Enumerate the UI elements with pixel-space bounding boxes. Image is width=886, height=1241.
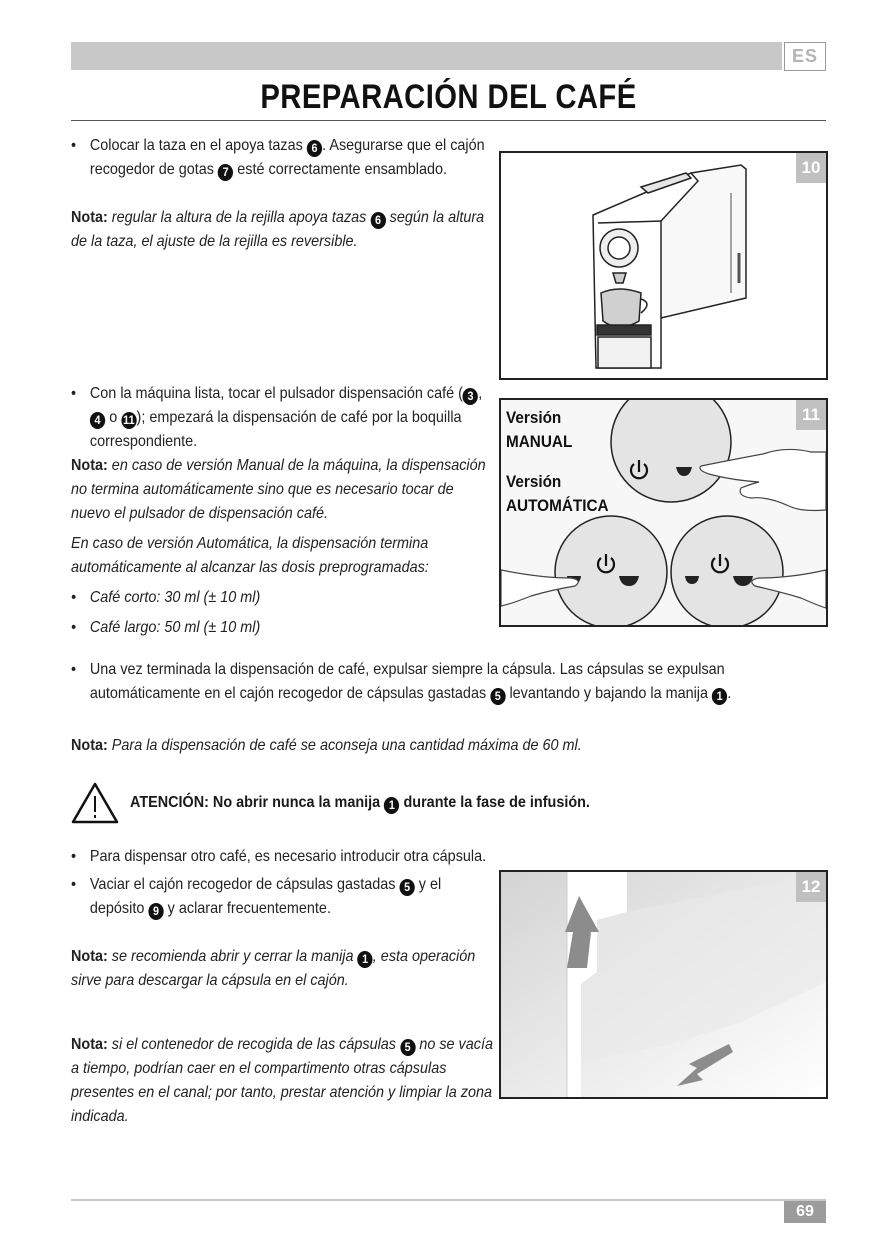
page-title: PREPARACIÓN DEL CAFÉ bbox=[260, 78, 637, 116]
manual-version-label: Versión MANUAL bbox=[506, 408, 573, 451]
language-badge: ES bbox=[784, 42, 826, 71]
note-manual-version: Nota: en caso de versión Manual de la máquina, la dispensación no termina automáticamente sino que es necesario tocar de nuevo el pulsador de dispensación café. bbox=[71, 457, 486, 522]
figure-10 bbox=[499, 151, 828, 380]
ref-number: 4 bbox=[90, 412, 105, 429]
ref-number: 5 bbox=[490, 688, 505, 705]
figure-11 bbox=[499, 398, 828, 627]
section-1 bbox=[71, 134, 541, 254]
ref-number: 9 bbox=[148, 903, 163, 920]
capsule-drawer-illustration bbox=[501, 872, 826, 1097]
ref-number: 1 bbox=[358, 951, 373, 968]
page-number: 69 bbox=[784, 1201, 826, 1223]
note-lever: Nota: se recomienda abrir y cerrar la manija 1 , esta operación sirve para descargar la cápsula en el cajón. bbox=[71, 948, 476, 989]
footer-divider bbox=[71, 1199, 826, 1201]
section-3 bbox=[71, 658, 851, 758]
bullet-eject-capsule: • Una vez terminada la dispensación de café, expulsar siempre la cápsula. Las cápsulas se expulsan automáticamente en el cajón recogedor de cápsulas gastadas 5 levantando y bajando la manija 1 . bbox=[71, 658, 773, 706]
dose-short: • Café corto: 30 ml (± 10 ml) bbox=[71, 586, 494, 610]
figure-12 bbox=[499, 870, 828, 1099]
figure-number: 10 bbox=[796, 153, 826, 183]
bullet-place-cup: • Colocar la taza en el apoya tazas 6 . Asegurarse que el cajón recogedor de gotas 7 esté correctamente ensamblado. bbox=[71, 134, 494, 182]
figure-number: 11 bbox=[796, 400, 826, 430]
attention-message: ATENCIÓN: No abrir nunca la manija 1 durante la fase de infusión. bbox=[130, 794, 590, 812]
section-4 bbox=[71, 845, 541, 1129]
ref-number: 5 bbox=[399, 879, 414, 896]
warning-icon bbox=[70, 781, 120, 825]
dose-long: • Café largo: 50 ml (± 10 ml) bbox=[71, 616, 494, 640]
note-max-quantity: Nota: Para la dispensación de café se aconseja una cantidad máxima de 60 ml. bbox=[71, 737, 582, 754]
automatic-version-text: En caso de versión Automática, la dispensación termina automáticamente al alcanzar las dosis preprogramadas: bbox=[71, 535, 429, 576]
automatic-version-label: Versión AUTOMÁTICA bbox=[506, 472, 609, 515]
bullet-dispense: • Con la máquina lista, tocar el pulsador dispensación café ( 3 , 4 o 11 ); empezará la dispensación de café por la boquilla correspondiente. bbox=[71, 382, 494, 454]
bullet-another-coffee: • Para dispensar otro café, es necesario introducir otra cápsula. bbox=[71, 845, 494, 869]
ref-number: 5 bbox=[400, 1039, 415, 1056]
ref-number: 6 bbox=[307, 140, 322, 157]
figure-number: 12 bbox=[796, 872, 826, 902]
title-divider bbox=[71, 120, 826, 121]
ref-number: 1 bbox=[712, 688, 727, 705]
ref-number: 3 bbox=[463, 388, 478, 405]
ref-number: 7 bbox=[218, 164, 233, 181]
note-grid-height: Nota: regular la altura de la rejilla apoya tazas 6 según la altura de la taza, el ajuste de la rejilla es reversible. bbox=[71, 209, 485, 250]
bullet-empty-drawer: • Vaciar el cajón recogedor de cápsulas gastadas 5 y el depósito 9 y aclarar frecuentemente. bbox=[71, 873, 494, 921]
ref-number: 11 bbox=[123, 413, 135, 427]
ref-number: 6 bbox=[370, 212, 385, 229]
control-buttons-illustration bbox=[501, 400, 826, 625]
section-2 bbox=[71, 382, 541, 640]
coffee-machine-illustration bbox=[501, 153, 826, 378]
note-capsule-container: Nota: si el contenedor de recogida de las cápsulas 5 no se vacía a tiempo, podrían caer en el compartimento otras cápsulas presentes en el canal; por tanto, prestar atención y limpiar la zona indicada. bbox=[71, 1036, 493, 1125]
ref-number: 1 bbox=[384, 797, 399, 814]
header-bar bbox=[71, 42, 782, 70]
